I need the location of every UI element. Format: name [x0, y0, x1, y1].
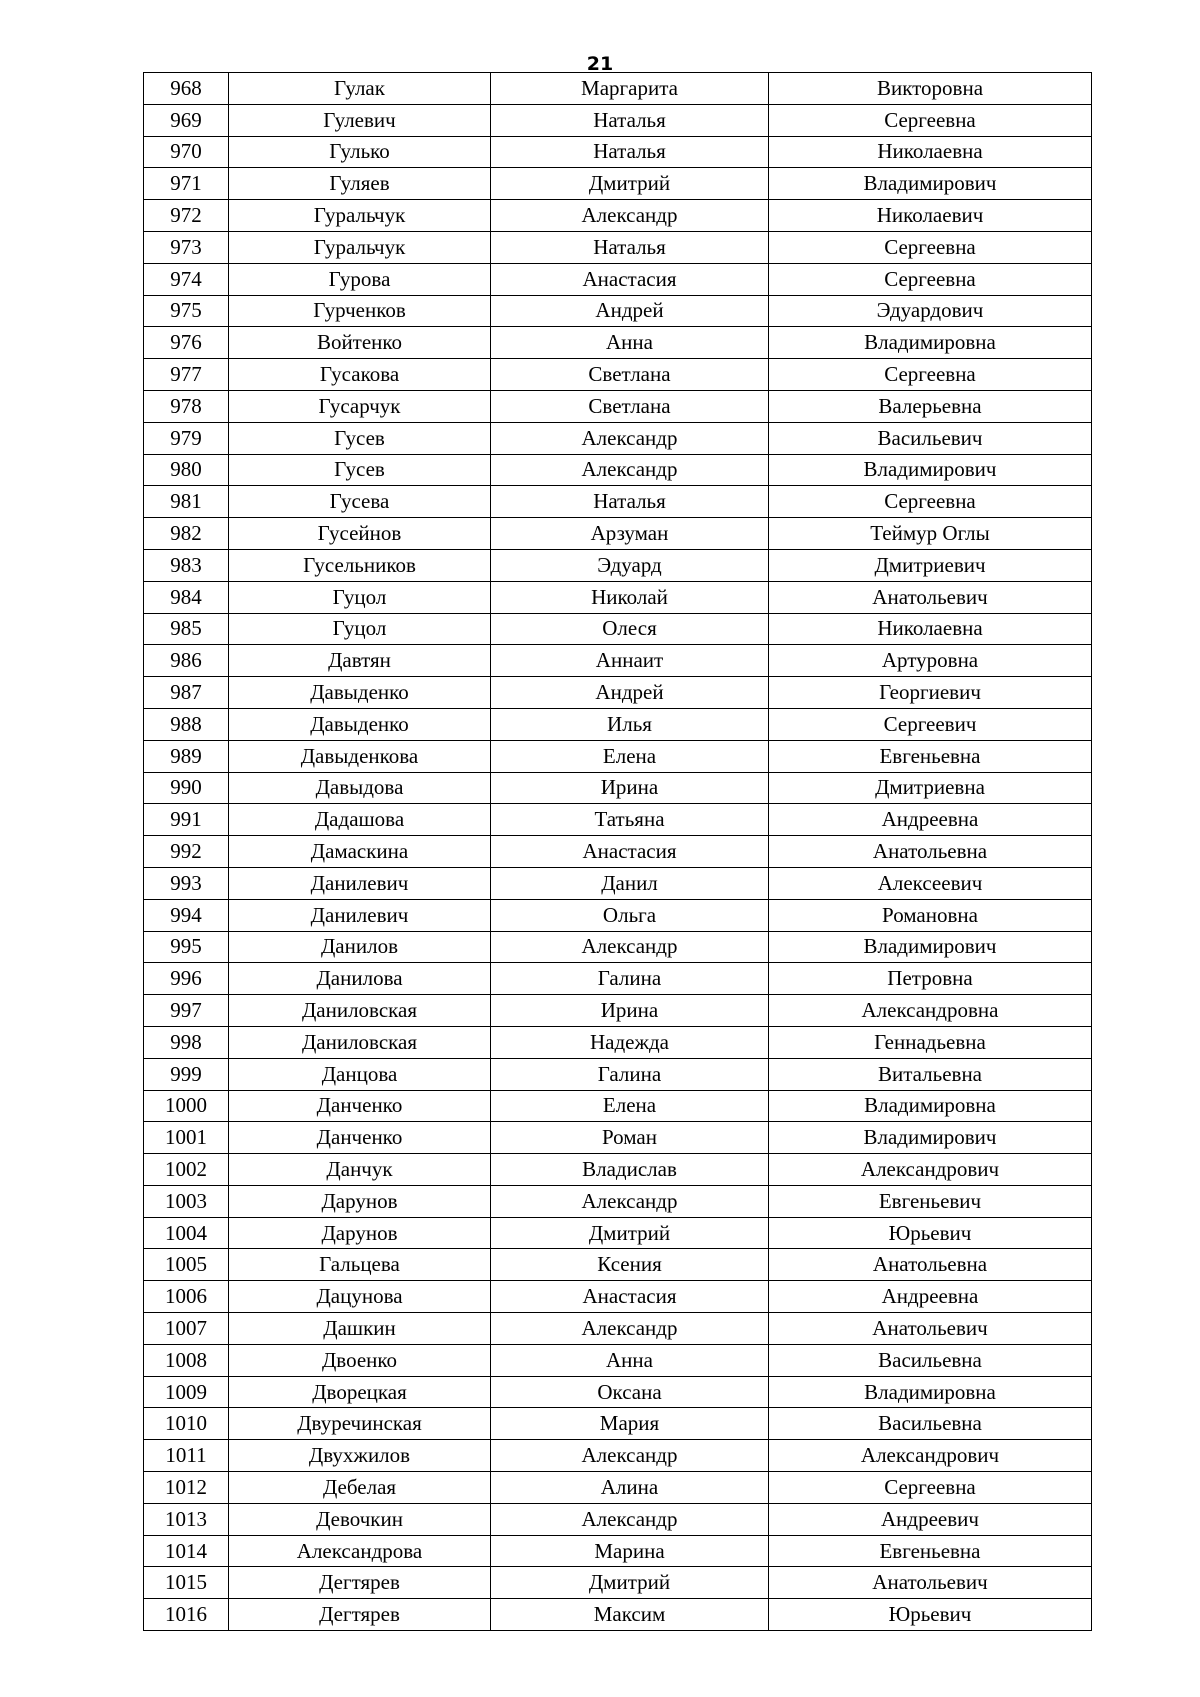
first-name-cell: Светлана	[491, 390, 769, 422]
row-number-cell: 1015	[144, 1567, 229, 1599]
table-row	[144, 549, 1092, 581]
first-name-cell: Анна	[491, 1344, 769, 1376]
last-name-cell: Гусейнов	[229, 518, 491, 550]
last-name-cell: Данилевич	[229, 899, 491, 931]
row-number-cell: 996	[144, 963, 229, 995]
last-name-cell: Дамаскина	[229, 836, 491, 868]
row-number-cell: 1013	[144, 1503, 229, 1535]
page-number: 21	[586, 53, 614, 75]
table-row	[144, 772, 1092, 804]
last-name-cell: Гуцол	[229, 581, 491, 613]
row-number-cell: 992	[144, 836, 229, 868]
table-row	[144, 931, 1092, 963]
table-row	[144, 1249, 1092, 1281]
row-number-cell: 986	[144, 645, 229, 677]
row-number-cell: 1014	[144, 1535, 229, 1567]
patronymic-cell: Евгеньевич	[769, 1185, 1092, 1217]
last-name-cell: Гурченков	[229, 295, 491, 327]
row-number-cell: 1016	[144, 1599, 229, 1631]
first-name-cell: Наталья	[491, 104, 769, 136]
table-row	[144, 104, 1092, 136]
first-name-cell: Александр	[491, 1503, 769, 1535]
patronymic-cell: Анатольевич	[769, 581, 1092, 613]
patronymic-cell: Геннадьевна	[769, 1026, 1092, 1058]
first-name-cell: Андрей	[491, 677, 769, 709]
table-row	[144, 486, 1092, 518]
row-number-cell: 995	[144, 931, 229, 963]
patronymic-cell: Дмитриевна	[769, 772, 1092, 804]
patronymic-cell: Андреевна	[769, 804, 1092, 836]
last-name-cell: Гулько	[229, 136, 491, 168]
table-row	[144, 1281, 1092, 1313]
patronymic-cell: Дмитриевич	[769, 549, 1092, 581]
row-number-cell: 975	[144, 295, 229, 327]
first-name-cell: Ольга	[491, 899, 769, 931]
first-name-cell: Александр	[491, 931, 769, 963]
first-name-cell: Арзуман	[491, 518, 769, 550]
first-name-cell: Алина	[491, 1472, 769, 1504]
row-number-cell: 974	[144, 263, 229, 295]
row-number-cell: 991	[144, 804, 229, 836]
table-row	[144, 1217, 1092, 1249]
row-number-cell: 994	[144, 899, 229, 931]
patronymic-cell: Владимировна	[769, 1376, 1092, 1408]
first-name-cell: Елена	[491, 740, 769, 772]
patronymic-cell: Николаевич	[769, 200, 1092, 232]
row-number-cell: 969	[144, 104, 229, 136]
last-name-cell: Гулевич	[229, 104, 491, 136]
row-number-cell: 1005	[144, 1249, 229, 1281]
table-row	[144, 1185, 1092, 1217]
patronymic-cell: Сергеевна	[769, 263, 1092, 295]
first-name-cell: Ирина	[491, 772, 769, 804]
patronymic-cell: Артуровна	[769, 645, 1092, 677]
table-row	[144, 1503, 1092, 1535]
row-number-cell: 978	[144, 390, 229, 422]
row-number-cell: 971	[144, 168, 229, 200]
last-name-cell: Данченко	[229, 1090, 491, 1122]
patronymic-cell: Николаевна	[769, 136, 1092, 168]
first-name-cell: Наталья	[491, 486, 769, 518]
patronymic-cell: Васильевна	[769, 1408, 1092, 1440]
table-row	[144, 454, 1092, 486]
first-name-cell: Дмитрий	[491, 168, 769, 200]
first-name-cell: Илья	[491, 708, 769, 740]
table-row	[144, 327, 1092, 359]
last-name-cell: Дарунов	[229, 1185, 491, 1217]
first-name-cell: Анна	[491, 327, 769, 359]
table-row	[144, 1599, 1092, 1631]
last-name-cell: Давыденко	[229, 677, 491, 709]
first-name-cell: Мария	[491, 1408, 769, 1440]
row-number-cell: 1007	[144, 1313, 229, 1345]
first-name-cell: Роман	[491, 1122, 769, 1154]
first-name-cell: Александр	[491, 1313, 769, 1345]
row-number-cell: 990	[144, 772, 229, 804]
table-row	[144, 1535, 1092, 1567]
last-name-cell: Гулак	[229, 73, 491, 105]
row-number-cell: 1003	[144, 1185, 229, 1217]
last-name-cell: Даниловская	[229, 1026, 491, 1058]
row-number-cell: 983	[144, 549, 229, 581]
last-name-cell: Гусев	[229, 422, 491, 454]
table-row	[144, 200, 1092, 232]
last-name-cell: Дегтярев	[229, 1599, 491, 1631]
row-number-cell: 970	[144, 136, 229, 168]
row-number-cell: 977	[144, 359, 229, 391]
first-name-cell: Светлана	[491, 359, 769, 391]
row-number-cell: 1004	[144, 1217, 229, 1249]
patronymic-cell: Георгиевич	[769, 677, 1092, 709]
first-name-cell: Оксана	[491, 1376, 769, 1408]
first-name-cell: Александр	[491, 454, 769, 486]
last-name-cell: Гуцол	[229, 613, 491, 645]
row-number-cell: 998	[144, 1026, 229, 1058]
patronymic-cell: Андреевич	[769, 1503, 1092, 1535]
last-name-cell: Двоенко	[229, 1344, 491, 1376]
patronymic-cell: Витальевна	[769, 1058, 1092, 1090]
table-row	[144, 995, 1092, 1027]
first-name-cell: Маргарита	[491, 73, 769, 105]
first-name-cell: Галина	[491, 963, 769, 995]
last-name-cell: Дацунова	[229, 1281, 491, 1313]
last-name-cell: Гуральчук	[229, 231, 491, 263]
first-name-cell: Галина	[491, 1058, 769, 1090]
first-name-cell: Наталья	[491, 136, 769, 168]
last-name-cell: Давыдова	[229, 772, 491, 804]
last-name-cell: Дворецкая	[229, 1376, 491, 1408]
table-row	[144, 867, 1092, 899]
patronymic-cell: Анатольевич	[769, 1313, 1092, 1345]
row-number-cell: 979	[144, 422, 229, 454]
last-name-cell: Давыденко	[229, 708, 491, 740]
row-number-cell: 1006	[144, 1281, 229, 1313]
first-name-cell: Александр	[491, 1185, 769, 1217]
table-row	[144, 1122, 1092, 1154]
patronymic-cell: Николаевна	[769, 613, 1092, 645]
row-number-cell: 1000	[144, 1090, 229, 1122]
row-number-cell: 980	[144, 454, 229, 486]
patronymic-cell: Васильевич	[769, 422, 1092, 454]
patronymic-cell: Сергеевна	[769, 231, 1092, 263]
row-number-cell: 1012	[144, 1472, 229, 1504]
first-name-cell: Анастасия	[491, 263, 769, 295]
last-name-cell: Данченко	[229, 1122, 491, 1154]
first-name-cell: Ирина	[491, 995, 769, 1027]
last-name-cell: Дегтярев	[229, 1567, 491, 1599]
table-row	[144, 1154, 1092, 1186]
row-number-cell: 982	[144, 518, 229, 550]
table-row	[144, 899, 1092, 931]
last-name-cell: Данилевич	[229, 867, 491, 899]
patronymic-cell: Юрьевич	[769, 1217, 1092, 1249]
last-name-cell: Девочкин	[229, 1503, 491, 1535]
table-row	[144, 518, 1092, 550]
row-number-cell: 968	[144, 73, 229, 105]
patronymic-cell: Алексеевич	[769, 867, 1092, 899]
row-number-cell: 984	[144, 581, 229, 613]
patronymic-cell: Сергеевич	[769, 708, 1092, 740]
row-number-cell: 972	[144, 200, 229, 232]
last-name-cell: Гусева	[229, 486, 491, 518]
last-name-cell: Гальцева	[229, 1249, 491, 1281]
last-name-cell: Дебелая	[229, 1472, 491, 1504]
row-number-cell: 989	[144, 740, 229, 772]
table-row	[144, 645, 1092, 677]
patronymic-cell: Юрьевич	[769, 1599, 1092, 1631]
patronymic-cell: Теймур Оглы	[769, 518, 1092, 550]
row-number-cell: 999	[144, 1058, 229, 1090]
first-name-cell: Надежда	[491, 1026, 769, 1058]
patronymic-cell: Романовна	[769, 899, 1092, 931]
table-row	[144, 1058, 1092, 1090]
first-name-cell: Максим	[491, 1599, 769, 1631]
first-name-cell: Данил	[491, 867, 769, 899]
patronymic-cell: Анатольевна	[769, 1249, 1092, 1281]
table-row	[144, 359, 1092, 391]
table-row	[144, 1090, 1092, 1122]
patronymic-cell: Эдуардович	[769, 295, 1092, 327]
first-name-cell: Владислав	[491, 1154, 769, 1186]
patronymic-cell: Петровна	[769, 963, 1092, 995]
table-row	[144, 1472, 1092, 1504]
table-row	[144, 1408, 1092, 1440]
row-number-cell: 993	[144, 867, 229, 899]
first-name-cell: Эдуард	[491, 549, 769, 581]
first-name-cell: Марина	[491, 1535, 769, 1567]
last-name-cell: Гусакова	[229, 359, 491, 391]
last-name-cell: Данилов	[229, 931, 491, 963]
table-row	[144, 1376, 1092, 1408]
last-name-cell: Гусарчук	[229, 390, 491, 422]
names-table-body	[144, 73, 1092, 1631]
first-name-cell: Дмитрий	[491, 1567, 769, 1599]
table-row	[144, 136, 1092, 168]
patronymic-cell: Викторовна	[769, 73, 1092, 105]
table-row	[144, 231, 1092, 263]
row-number-cell: 981	[144, 486, 229, 518]
row-number-cell: 1008	[144, 1344, 229, 1376]
patronymic-cell: Сергеевна	[769, 1472, 1092, 1504]
patronymic-cell: Анатольевич	[769, 1567, 1092, 1599]
table-row	[144, 677, 1092, 709]
table-row	[144, 422, 1092, 454]
first-name-cell: Татьяна	[491, 804, 769, 836]
first-name-cell: Александр	[491, 422, 769, 454]
row-number-cell: 1001	[144, 1122, 229, 1154]
first-name-cell: Николай	[491, 581, 769, 613]
row-number-cell: 1002	[144, 1154, 229, 1186]
last-name-cell: Войтенко	[229, 327, 491, 359]
last-name-cell: Дарунов	[229, 1217, 491, 1249]
row-number-cell: 1010	[144, 1408, 229, 1440]
first-name-cell: Аннаит	[491, 645, 769, 677]
first-name-cell: Наталья	[491, 231, 769, 263]
table-row	[144, 295, 1092, 327]
last-name-cell: Даниловская	[229, 995, 491, 1027]
table-row	[144, 168, 1092, 200]
patronymic-cell: Владимирович	[769, 931, 1092, 963]
table-row	[144, 263, 1092, 295]
table-row	[144, 1026, 1092, 1058]
first-name-cell: Олеся	[491, 613, 769, 645]
patronymic-cell: Владимировна	[769, 1090, 1092, 1122]
first-name-cell: Дмитрий	[491, 1217, 769, 1249]
patronymic-cell: Сергеевна	[769, 359, 1092, 391]
last-name-cell: Данчук	[229, 1154, 491, 1186]
row-number-cell: 1011	[144, 1440, 229, 1472]
table-row	[144, 73, 1092, 105]
patronymic-cell: Валерьевна	[769, 390, 1092, 422]
table-row	[144, 1567, 1092, 1599]
table-row	[144, 708, 1092, 740]
patronymic-cell: Владимирович	[769, 454, 1092, 486]
patronymic-cell: Евгеньевна	[769, 1535, 1092, 1567]
patronymic-cell: Анатольевна	[769, 836, 1092, 868]
patronymic-cell: Сергеевна	[769, 104, 1092, 136]
last-name-cell: Давтян	[229, 645, 491, 677]
first-name-cell: Александр	[491, 200, 769, 232]
patronymic-cell: Александровна	[769, 995, 1092, 1027]
table-row	[144, 581, 1092, 613]
patronymic-cell: Евгеньевна	[769, 740, 1092, 772]
patronymic-cell: Александрович	[769, 1154, 1092, 1186]
last-name-cell: Дашкин	[229, 1313, 491, 1345]
row-number-cell: 976	[144, 327, 229, 359]
row-number-cell: 997	[144, 995, 229, 1027]
row-number-cell: 988	[144, 708, 229, 740]
patronymic-cell: Сергеевна	[769, 486, 1092, 518]
last-name-cell: Гусельников	[229, 549, 491, 581]
table-row	[144, 740, 1092, 772]
names-table	[143, 72, 1092, 1631]
last-name-cell: Александрова	[229, 1535, 491, 1567]
row-number-cell: 985	[144, 613, 229, 645]
table-row	[144, 1440, 1092, 1472]
first-name-cell: Александр	[491, 1440, 769, 1472]
patronymic-cell: Владимировна	[769, 327, 1092, 359]
table-row	[144, 963, 1092, 995]
patronymic-cell: Андреевна	[769, 1281, 1092, 1313]
last-name-cell: Гусев	[229, 454, 491, 486]
patronymic-cell: Александрович	[769, 1440, 1092, 1472]
table-row	[144, 613, 1092, 645]
first-name-cell: Анастасия	[491, 836, 769, 868]
row-number-cell: 1009	[144, 1376, 229, 1408]
patronymic-cell: Владимирович	[769, 1122, 1092, 1154]
first-name-cell: Анастасия	[491, 1281, 769, 1313]
last-name-cell: Двуречинская	[229, 1408, 491, 1440]
patronymic-cell: Владимирович	[769, 168, 1092, 200]
first-name-cell: Андрей	[491, 295, 769, 327]
last-name-cell: Двухжилов	[229, 1440, 491, 1472]
last-name-cell: Данцова	[229, 1058, 491, 1090]
last-name-cell: Гуральчук	[229, 200, 491, 232]
table-row	[144, 836, 1092, 868]
last-name-cell: Данилова	[229, 963, 491, 995]
first-name-cell: Елена	[491, 1090, 769, 1122]
row-number-cell: 987	[144, 677, 229, 709]
first-name-cell: Ксения	[491, 1249, 769, 1281]
row-number-cell: 973	[144, 231, 229, 263]
last-name-cell: Давыденкова	[229, 740, 491, 772]
table-row	[144, 390, 1092, 422]
table-row	[144, 1344, 1092, 1376]
table-row	[144, 1313, 1092, 1345]
table-row	[144, 804, 1092, 836]
last-name-cell: Дадашова	[229, 804, 491, 836]
last-name-cell: Гуляев	[229, 168, 491, 200]
last-name-cell: Гурова	[229, 263, 491, 295]
patronymic-cell: Васильевна	[769, 1344, 1092, 1376]
